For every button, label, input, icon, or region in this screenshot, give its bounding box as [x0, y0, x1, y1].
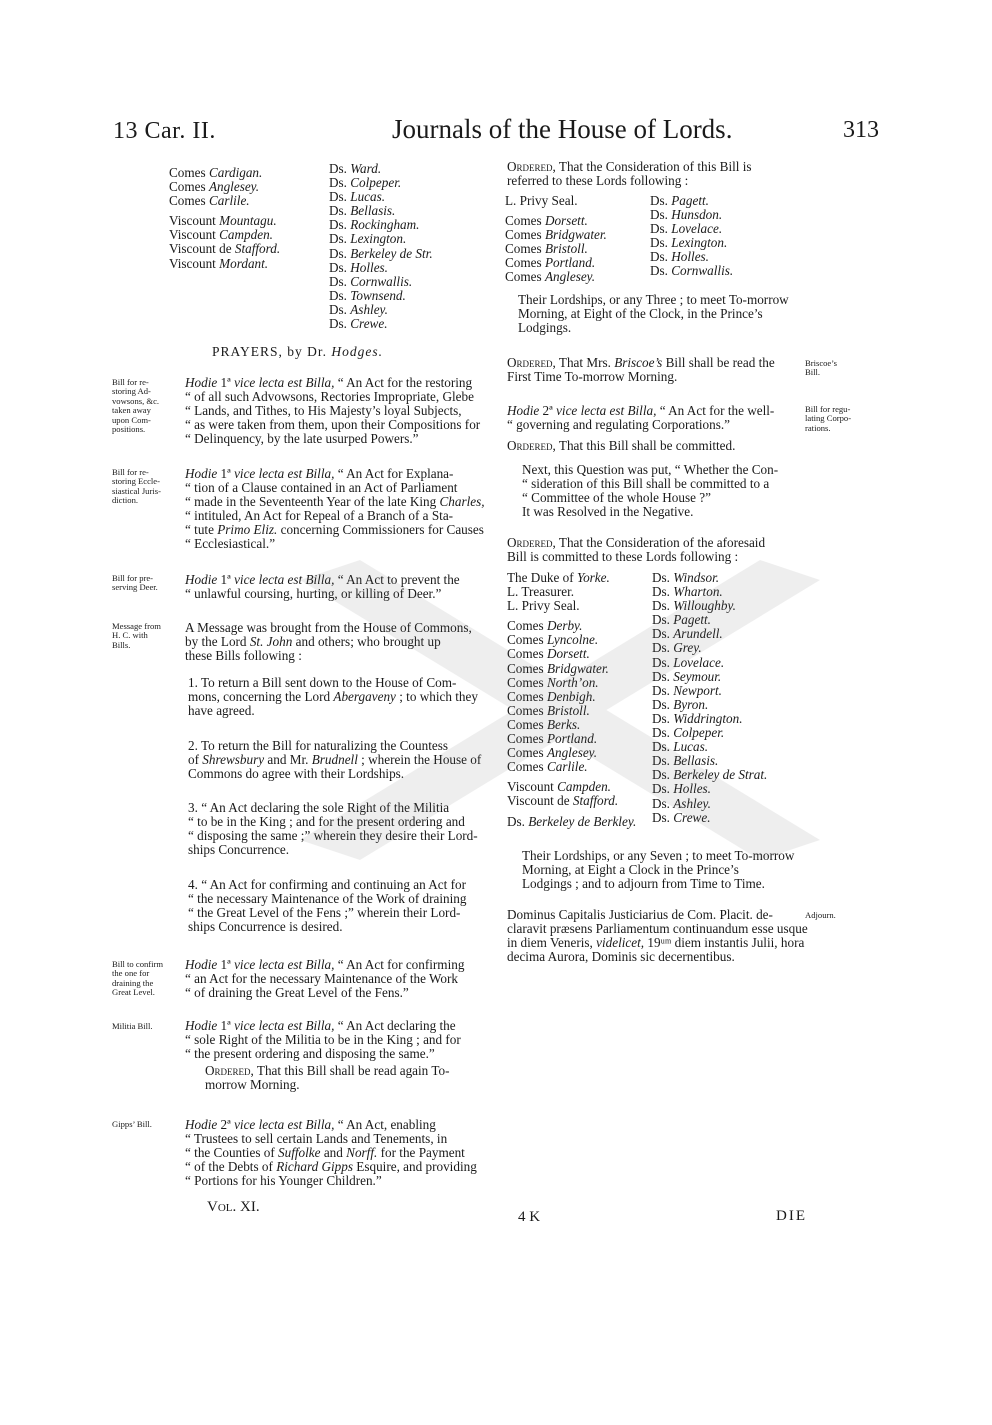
- text-line: Bill for pre-: [112, 573, 154, 583]
- text-line: vowsons, &c.: [112, 395, 160, 406]
- text-line: Bills.: [112, 639, 131, 650]
- meeting-note-1: [518, 293, 789, 335]
- text-line: H. C. with: [112, 630, 148, 641]
- list-entry: Ds. Lexington.: [650, 235, 728, 251]
- margin-note-message: [112, 622, 161, 650]
- list-entry: Comes Denbigh.: [507, 688, 596, 704]
- text-line: Adjourn.: [805, 910, 836, 920]
- attendance-list-col2: [329, 162, 433, 331]
- text-line: “ tute Primo Eliz. concerning Commissioners for Causes: [185, 521, 484, 537]
- list-entry: Ds. Colpeper.: [652, 725, 725, 741]
- list-entry: Ds. Berkeley de Str.: [329, 245, 433, 261]
- list-entry: The Duke of Yorke.: [507, 570, 610, 585]
- text-line: Lodgings ; and to adjourn from Time to Time.: [522, 875, 765, 891]
- list-entry: L. Privy Seal.: [507, 598, 580, 614]
- list-entry: Ds. Lucas.: [652, 739, 709, 755]
- list-entry: Viscount Mordant.: [169, 255, 269, 271]
- list-entry: L. Treasurer.: [507, 584, 575, 600]
- text-line: Their Lordships, or any Seven ; to meet To-morrow: [522, 848, 795, 863]
- running-head-title: Journals of the House of Lords.: [392, 114, 733, 144]
- text-line: “ tion of a Clause contained in an Act of Parliament: [185, 479, 458, 495]
- text-line: “ Trustees to sell certain Lands and Tenements, in: [185, 1130, 448, 1146]
- text-line: storing Eccle-: [112, 476, 160, 487]
- text-line: Hodie 2ª vice lecta est Billa, “ An Act, enabling: [185, 1117, 436, 1132]
- list-entry: Ds. Byron.: [652, 696, 709, 712]
- list-entry: Ds. Berkeley de Strat.: [652, 767, 768, 783]
- adjournment-text: [507, 908, 808, 964]
- text-line: Ordered, That this Bill shall be committed.: [507, 438, 736, 453]
- text-line: Lodgings.: [518, 319, 572, 335]
- text-line: Gipps’ Bill.: [112, 1119, 152, 1129]
- list-entry: Ds. Hunsdon.: [650, 207, 723, 223]
- text-line: “ the Great Level of the Fens ;” wherein their Lord-: [188, 904, 461, 920]
- text-line: Message from: [112, 621, 161, 631]
- text-line: Ordered, That the Consideration of this Bill is: [507, 159, 752, 174]
- text-line: Hodie 1ª vice lecta est Billa, “ An Act declaring the: [185, 1018, 456, 1033]
- text-line: lating Corpo-: [805, 413, 852, 424]
- text-line: 2. To return the Bill for naturalizing the Countess: [188, 738, 448, 753]
- text-line: “ intituled, An Act for Repeal of a Branch of a Sta-: [185, 507, 454, 523]
- text-line: “ of the Debts of Richard Gipps Esquire, and providing: [185, 1158, 477, 1174]
- text-line: “ Portions for his Younger Children.”: [185, 1172, 382, 1188]
- order-briscoe: [507, 356, 775, 384]
- list-entry: Ds. Grey.: [652, 640, 702, 656]
- para-item-2: [188, 739, 481, 781]
- attendance-list-col1: [169, 166, 280, 271]
- list-entry: Viscount de Stafford.: [507, 793, 619, 809]
- text-line: “ made in the Seventeenth Year of the late King Charles,: [185, 493, 485, 509]
- list-entry: Comes Cardigan.: [169, 165, 263, 180]
- list-entry: Ds. Ashley.: [652, 795, 711, 811]
- list-entry: Comes North’on.: [507, 674, 599, 690]
- text-line: Ordered, That this Bill shall be read again To-: [205, 1063, 450, 1078]
- list-entry: Ds. Lovelace.: [650, 221, 723, 237]
- text-line: in diem Veneris, videlicet, 19ᵘᵐ diem instantis Julii, hora: [507, 934, 805, 950]
- text-line: “ of draining the Great Level of the Fens.”: [185, 984, 409, 1000]
- text-line: mons, concerning the Lord Abergaveny ; to which they: [188, 688, 478, 704]
- prayers-heading: PRAYERS, by Dr. Hodges.: [212, 344, 384, 359]
- text-line: 4. “ An Act for confirming and continuing an Act for: [188, 877, 466, 892]
- text-line: decima Aurora, Dominis sic decernentibus.: [507, 948, 735, 964]
- text-line: Bill for regu-: [805, 404, 851, 414]
- text-line: Bill for re-: [112, 467, 149, 477]
- text-line: referred to these Lords following :: [507, 172, 689, 188]
- margin-note-restoring: [112, 378, 159, 434]
- list-entry: Comes Carlile.: [507, 759, 588, 775]
- para-gipps: [185, 1118, 477, 1188]
- text-line: “ Ecclesiastical.”: [185, 535, 276, 551]
- text-line: “ disposing the same ;” wherein they desire their Lord-: [188, 827, 478, 843]
- margin-note-briscoe: [805, 359, 837, 378]
- list-entry: Ds. Holles.: [329, 259, 388, 275]
- list-entry: Comes Anglesey.: [507, 745, 598, 761]
- text-line: Hodie 1ª vice lecta est Billa, “ An Act for the restoring: [185, 375, 473, 390]
- text-line: Morning, at Eight a Clock in the Prince’s: [522, 861, 739, 877]
- para-deer: [185, 573, 460, 601]
- list-entry: Comes Anglesey.: [505, 269, 596, 285]
- list-entry: Comes Bridgwater.: [505, 227, 607, 243]
- list-entry: Viscount de Stafford.: [169, 241, 281, 257]
- list-entry: Viscount Mountagu.: [169, 213, 277, 229]
- list-entry: Ds. Lovelace.: [652, 654, 725, 670]
- text-line: “ Lands, and Tithes, to His Majesty’s loyal Subjects,: [185, 402, 462, 418]
- committee-2-col1: [507, 571, 636, 829]
- committee-1-col2: [650, 194, 733, 279]
- committee-2-col2: [652, 571, 767, 825]
- order-consideration-1: [507, 160, 752, 188]
- list-entry: Ds. Colpeper.: [329, 175, 402, 191]
- text-line: claravit præsens Parliamentum continuandum esse usque: [507, 920, 808, 936]
- list-entry: Comes Lyncolne.: [507, 632, 599, 648]
- list-entry: Comes Bristoll.: [505, 241, 588, 257]
- question-put: [522, 463, 778, 519]
- list-entry: Ds. Widdrington.: [652, 710, 743, 726]
- list-entry: Ds. Townsend.: [329, 287, 406, 303]
- list-entry: Ds. Crewe.: [652, 809, 711, 825]
- margin-note-fens: [112, 960, 163, 998]
- text-line: Militia Bill.: [112, 1021, 153, 1031]
- text-line: “ the Counties of Suffolke and Norff. for the Payment: [185, 1144, 465, 1160]
- list-entry: Viscount Campden.: [169, 227, 273, 243]
- para-item-3: [188, 801, 478, 857]
- list-entry: Ds. Lexington.: [329, 231, 407, 247]
- list-entry: L. Privy Seal.: [505, 193, 578, 208]
- running-head-regnal-year: 13 Car. II.: [113, 118, 216, 144]
- list-entry: Ds. Cornwallis.: [329, 273, 413, 289]
- text-line: Hodie 1ª vice lecta est Billa, “ An Act to prevent the: [185, 572, 460, 587]
- margin-note-gipps: [112, 1120, 152, 1129]
- margin-note-corporations: [805, 405, 851, 433]
- text-line: Commons do agree with their Lordships.: [188, 765, 405, 781]
- text-line: ships Concurrence.: [188, 841, 290, 857]
- meeting-note-2: [522, 849, 794, 891]
- list-entry: Ds. Bellasis.: [329, 203, 396, 219]
- text-line: by the Lord St. John and others; who brought up: [185, 633, 441, 649]
- list-entry: Ds. Ashley.: [329, 301, 388, 317]
- list-entry: Ds. Bellasis.: [652, 753, 719, 769]
- list-entry: Comes Bridgwater.: [507, 660, 609, 676]
- signature-mark: 4 K: [518, 1209, 541, 1225]
- para-militia-order: [205, 1064, 449, 1092]
- text-line: Their Lordships, or any Three ; to meet To-morrow: [518, 292, 789, 307]
- list-entry: Ds. Cornwallis.: [650, 263, 734, 279]
- text-line: “ of all such Advowsons, Rectories Impropriate, Glebe: [185, 388, 474, 404]
- para-ecclesiastical: [185, 467, 485, 550]
- list-entry: Ds. Crewe.: [329, 316, 388, 332]
- list-entry: Ds. Wharton.: [652, 584, 723, 600]
- list-entry: Ds. Berkeley de Berkley.: [507, 813, 637, 829]
- text-line: these Bills following :: [185, 647, 302, 663]
- margin-note-deer: [112, 574, 158, 593]
- para-fens: [185, 958, 464, 1000]
- text-line: 1. To return a Bill sent down to the House of Com-: [188, 675, 457, 690]
- text-line: “ sole Right of the Militia to be in the King ; and for: [185, 1031, 461, 1047]
- text-line: Morning, at Eight of the Clock, in the Prince’s: [518, 305, 763, 321]
- page-number: 313: [843, 117, 879, 143]
- margin-note-ecclesiastical: [112, 468, 161, 506]
- list-entry: Comes Dorsett.: [507, 646, 590, 662]
- margin-note-militia: [112, 1022, 153, 1031]
- text-line: morrow Morning.: [205, 1076, 300, 1092]
- text-line: A Message was brought from the House of Commons,: [185, 620, 472, 635]
- text-line: “ Delinquency, by the late usurped Powers.”: [185, 430, 419, 446]
- list-entry: Ds. Holles.: [652, 781, 711, 797]
- text-line: siastical Juris-: [112, 485, 161, 496]
- text-line: “ to be in the King ; and for the present ordering and: [188, 813, 465, 829]
- text-line: Bill for re-: [112, 377, 149, 387]
- volume-number: Vol. XI.: [207, 1199, 260, 1215]
- text-line: the one for: [112, 968, 150, 979]
- text-line: “ governing and regulating Corporations.”: [507, 416, 731, 432]
- text-line: Hodie 1ª vice lecta est Billa, “ An Act for Explana-: [185, 466, 454, 481]
- para-item-4: [188, 878, 466, 934]
- list-entry: Comes Anglesey.: [169, 179, 260, 195]
- list-entry: Comes Bristoll.: [507, 702, 590, 718]
- text-line: “ the present ordering and disposing the same.”: [185, 1045, 435, 1061]
- text-line: 3. “ An Act declaring the sole Right of the Militia: [188, 800, 450, 815]
- text-line: “ sideration of this Bill shall be committed to a: [522, 475, 770, 491]
- list-entry: Ds. Holles.: [650, 249, 709, 265]
- text-line: upon Com-: [112, 414, 151, 425]
- para-message: [185, 621, 472, 663]
- text-line: “ unlawful coursing, hurting, or killing of Deer.”: [185, 585, 442, 601]
- para-corporations: [507, 404, 774, 432]
- list-entry: Ds. Rockingham.: [329, 217, 420, 233]
- text-line: Dominus Capitalis Justiciarius de Com. Placit. de-: [507, 907, 773, 922]
- list-entry: Viscount Campden.: [507, 779, 611, 795]
- list-entry: Comes Derby.: [507, 618, 583, 634]
- text-line: “ the necessary Maintenance of the Work of draining: [188, 890, 467, 906]
- order-consideration-2: [507, 536, 765, 564]
- text-line: taken away: [112, 405, 151, 416]
- para-restoring-advowsons: [185, 376, 480, 446]
- order-committed: [507, 439, 735, 453]
- list-entry: Comes Carlile.: [169, 193, 250, 209]
- committee-1-col1: [505, 194, 607, 285]
- text-line: positions.: [112, 424, 146, 435]
- list-entry: Ds. Pagett.: [652, 612, 711, 628]
- text-line: Ordered, That Mrs. Briscoe’s Bill shall be read the: [507, 355, 775, 370]
- text-line: Bill is committed to these Lords following :: [507, 548, 739, 564]
- para-militia: [185, 1019, 461, 1061]
- text-line: ships Concurrence is desired.: [188, 918, 343, 934]
- margin-note-adjourn: [805, 911, 836, 920]
- list-entry: Ds. Willoughby.: [652, 598, 736, 614]
- list-entry: Comes Portland.: [505, 255, 596, 271]
- list-entry: Comes Berks.: [507, 716, 581, 732]
- text-line: It was Resolved in the Negative.: [522, 503, 694, 519]
- text-line: First Time To-morrow Morning.: [507, 368, 678, 384]
- para-item-1: [188, 676, 478, 718]
- list-entry: Ds. Pagett.: [650, 193, 709, 208]
- text-line: of Shrewsbury and Mr. Brudnell ; wherein the House of: [188, 751, 482, 767]
- text-line: Great Level.: [112, 987, 155, 998]
- text-line: serving Deer.: [112, 582, 158, 593]
- catchword: DIE: [776, 1208, 807, 1224]
- text-line: storing Ad-: [112, 386, 151, 397]
- text-line: diction.: [112, 495, 139, 506]
- list-entry: Ds. Windsor.: [652, 570, 720, 585]
- text-line: have agreed.: [188, 702, 255, 718]
- text-line: Bill to confirm: [112, 959, 164, 969]
- text-line: “ Committee of the whole House ?”: [522, 489, 711, 505]
- list-entry: Ds. Arundell.: [652, 626, 723, 642]
- list-entry: Ds. Newport.: [652, 682, 722, 698]
- list-entry: Ds. Lucas.: [329, 189, 386, 205]
- text-line: Hodie 2ª vice lecta est Billa, “ An Act for the well-: [507, 403, 775, 418]
- list-entry: Ds. Seymour.: [652, 668, 722, 684]
- list-entry: Ds. Ward.: [329, 161, 382, 176]
- list-entry: Comes Portland.: [507, 731, 598, 747]
- text-line: draining the: [112, 977, 154, 988]
- text-line: “ as were taken from them, upon their Compositions for: [185, 416, 481, 432]
- text-line: Hodie 1ª vice lecta est Billa, “ An Act for confirming: [185, 957, 465, 972]
- text-line: Bill.: [805, 367, 821, 378]
- list-entry: Comes Dorsett.: [505, 213, 588, 229]
- text-line: Briscoe’s: [805, 358, 837, 368]
- text-line: rations.: [805, 422, 831, 433]
- text-line: Ordered, That the Consideration of the aforesaid: [507, 535, 766, 550]
- text-line: “ an Act for the necessary Maintenance of the Work: [185, 970, 458, 986]
- text-line: Next, this Question was put, “ Whether the Con-: [522, 462, 779, 477]
